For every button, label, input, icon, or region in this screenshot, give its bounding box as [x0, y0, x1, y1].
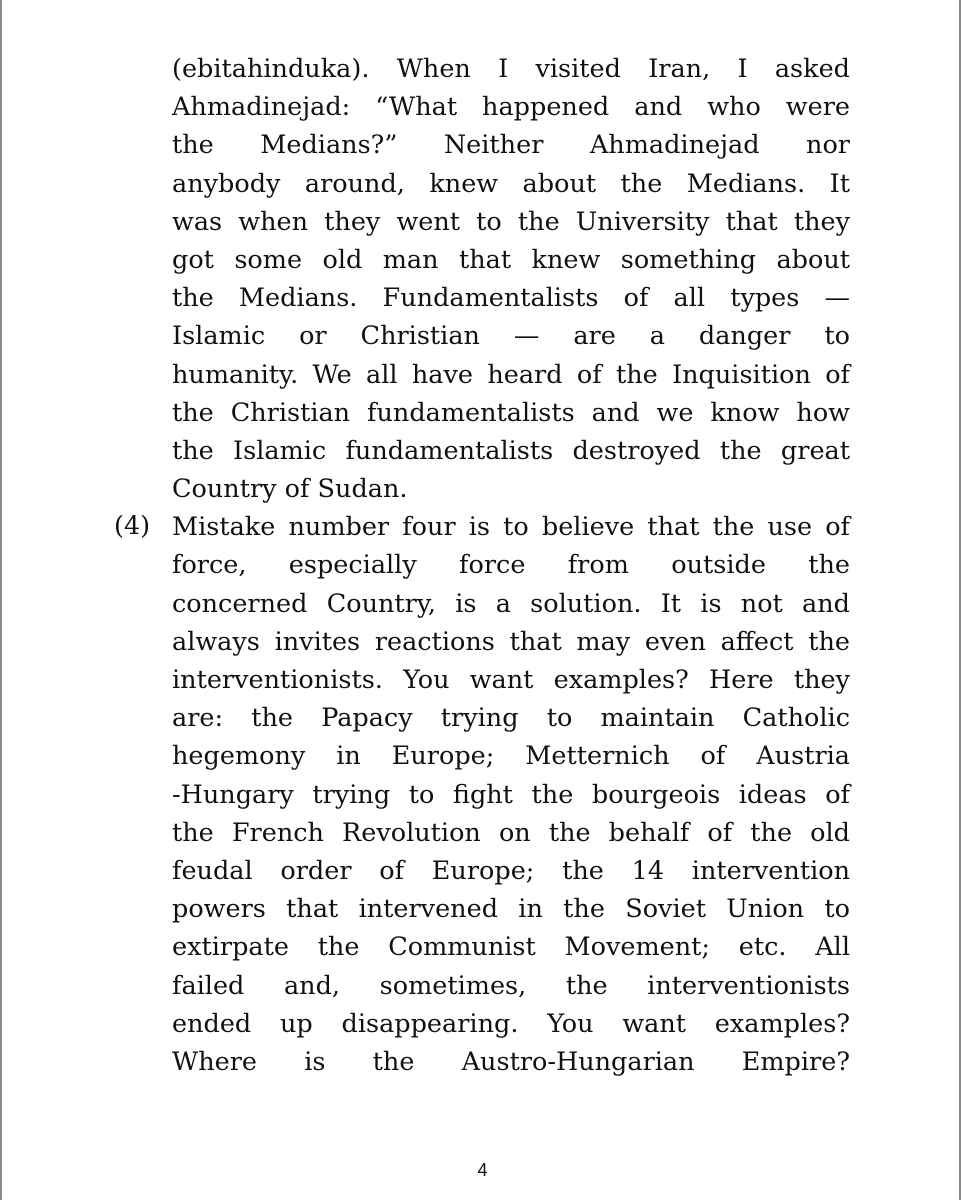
text-line: feudal order of Europe; the 14 intervention: [172, 855, 850, 886]
text-line: got some old man that knew something about: [172, 244, 850, 275]
text-line: the Islamic fundamentalists destroyed the great: [172, 435, 850, 466]
body-text: [172, 50, 850, 1081]
text-line: the Christian fundamentalists and we know how: [172, 397, 850, 428]
list-item-number: (4): [114, 511, 151, 541]
text-line: Where is the Austro-Hungarian Empire?: [172, 1046, 850, 1077]
text-line: always invites reactions that may even affect the: [172, 626, 850, 657]
text-line: concerned Country, is a solution. It is not and: [172, 588, 850, 619]
text-line: the Medians?” Neither Ahmadinejad nor: [172, 130, 850, 161]
text-line: anybody around, knew about the Medians. It: [172, 168, 850, 199]
text-line: Mistake number four is to believe that the use of: [172, 512, 850, 543]
text-line: are: the Papacy trying to maintain Catholic: [172, 703, 850, 734]
text-line: ended up disappearing. You want examples?: [172, 1008, 850, 1039]
text-line: hegemony in Europe; Metternich of Austria: [172, 741, 850, 772]
text-line: humanity. We all have heard of the Inquisition of: [172, 359, 850, 390]
text-line: the Medians. Fundamentalists of all types —: [172, 283, 850, 314]
text-line: Ahmadinejad: “What happened and who were: [172, 92, 850, 123]
text-line: Country of Sudan.: [172, 474, 408, 505]
text-line: was when they went to the University that they: [172, 206, 850, 237]
text-line: extirpate the Communist Movement; etc. All: [172, 932, 850, 963]
text-line: force, especially force from outside the: [172, 550, 850, 581]
text-line: -Hungary trying to fight the bourgeois ideas of: [172, 779, 850, 810]
text-line: (ebitahinduka). When I visited Iran, I asked: [172, 54, 850, 84]
text-line: interventionists. You want examples? Here they: [172, 665, 850, 695]
page-number: 4: [477, 1160, 488, 1180]
text-line: powers that intervened in the Soviet Union to: [172, 894, 850, 925]
text-line: failed and, sometimes, the interventionists: [172, 970, 850, 1001]
text-line: the French Revolution on the behalf of the old: [172, 817, 850, 848]
text-line: Islamic or Christian — are a danger to: [172, 321, 850, 352]
